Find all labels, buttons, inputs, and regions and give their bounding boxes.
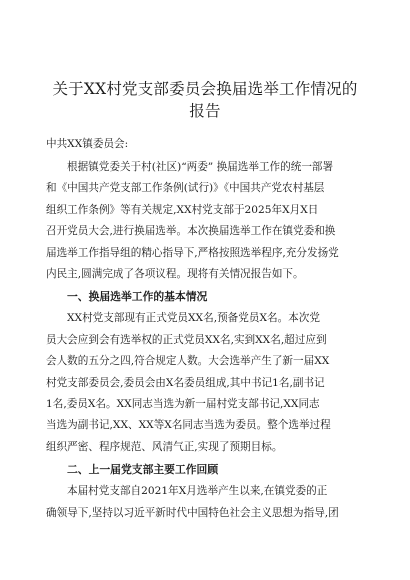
- section-2-paragraph: [46, 481, 364, 524]
- salutation: 中共XX镇委员会:: [46, 138, 129, 150]
- paragraph-line: XX村党支部现有正式党员XX名,预备党员X名。本次党: [67, 312, 320, 325]
- paragraph-line: 召开党员大会,进行换届选举。本次换届选举工作在镇党委和换: [46, 225, 336, 238]
- paragraph-line: 村党支部委员会,委员会由X名委员组成,其中书记1名,副书记: [46, 376, 325, 389]
- section-1-paragraph: [46, 308, 364, 458]
- paragraph-line: 1名,委员X名。XX同志当选为新一届村党支部书记,XX同志: [46, 398, 320, 411]
- section-heading-1: 一、换届选举工作的基本情况: [67, 290, 208, 304]
- document-title-line-2: 报告: [189, 102, 221, 120]
- paragraph-line: 组织工作条例》等有关规定,XX村党支部于2025年X月X日: [46, 203, 319, 216]
- paragraph-line: 届选举工作指导组的精心指导下,严格按照选举程序,充分发扬党: [46, 246, 339, 259]
- document-title: [46, 78, 364, 122]
- paragraph-line: 本届村党支部自2021年X月选举产生以来,在镇党委的正: [67, 485, 328, 498]
- paragraph-line: 组织严密、程序规范、风清气正,实现了预期目标。: [46, 440, 283, 453]
- document-title-line-1: 关于XX村党支部委员会换届选举工作情况的: [52, 80, 358, 98]
- section-heading-2: 二、上一届党支部主要工作回顾: [67, 463, 219, 477]
- paragraph-line: 内民主,圆满完成了各项议程。现将有关情况报告如下。: [46, 268, 304, 281]
- paragraph-line: 会人数的五分之四,符合规定人数。大会选举产生了新一届XX: [46, 355, 330, 368]
- paragraph-line: 员大会应到会有选举权的正式党员XX名,实到XX名,超过应到: [46, 333, 327, 346]
- paragraph-line: 确领导下,坚持以习近平新时代中国特色社会主义思想为指导,团: [46, 506, 339, 519]
- paragraph-line: 当选为副书记,XX、XX等X名同志当选为委员。整个选举过程: [46, 419, 331, 432]
- paragraph-line: 根据镇党委关于村(社区)“两委” 换届选举工作的统一部署: [67, 161, 334, 173]
- intro-paragraph: [46, 157, 364, 285]
- paragraph-line: 和《中国共产党支部工作条例(试行)》《中国共产党农村基层: [46, 182, 325, 195]
